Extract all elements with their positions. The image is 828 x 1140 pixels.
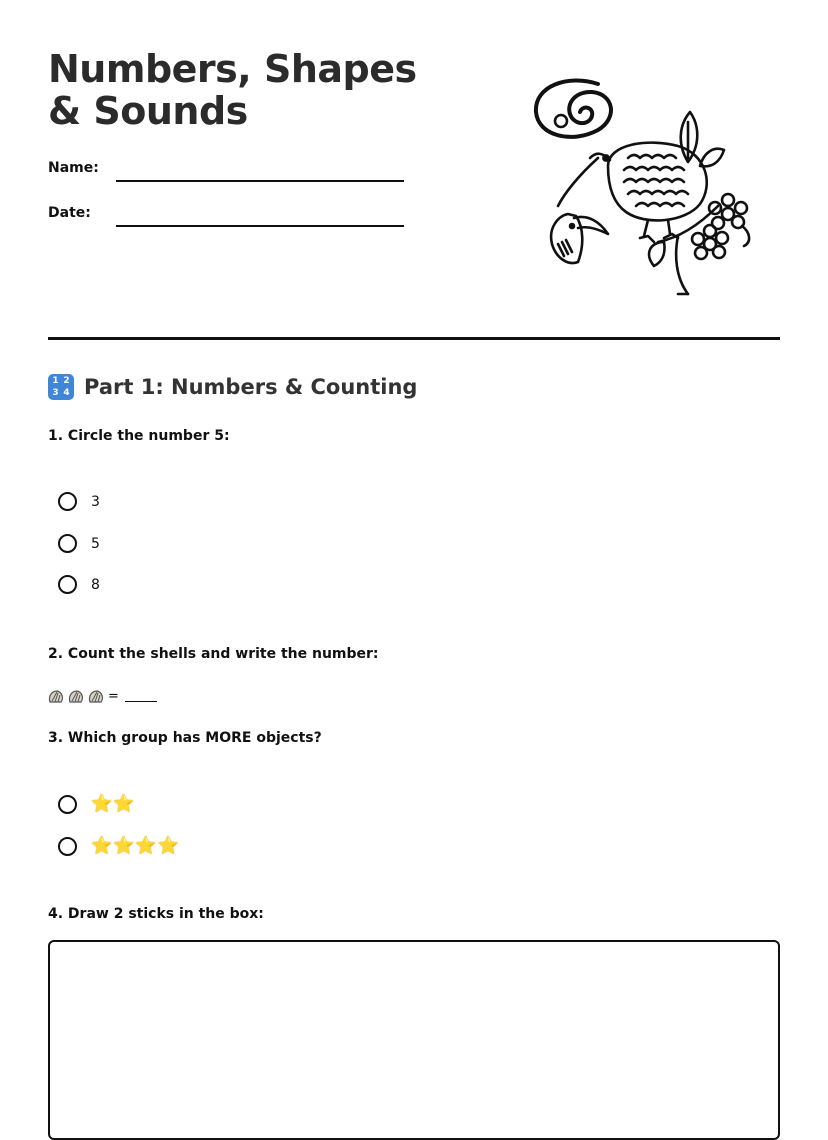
- q1-option-8[interactable]: [58, 575, 100, 594]
- badge-digit: 2: [63, 376, 70, 386]
- badge-digit: 1: [52, 376, 59, 386]
- q1-option-label: 8: [91, 576, 100, 593]
- date-field[interactable]: [116, 225, 404, 227]
- radio-button[interactable]: [58, 575, 77, 594]
- radio-button[interactable]: [58, 492, 77, 511]
- name-field[interactable]: [116, 180, 404, 182]
- star-group: ⭐⭐⭐⭐: [91, 836, 180, 856]
- question-2-label: 2. Count the shells and write the number:: [48, 646, 379, 662]
- shell-icon: [48, 690, 64, 704]
- badge-digit: 4: [63, 388, 70, 398]
- part1-title: Part 1: Numbers & Counting: [84, 375, 418, 399]
- worksheet-title: Numbers, Shapes & Sounds: [48, 47, 417, 133]
- radio-button[interactable]: [58, 795, 77, 814]
- shell-count-row: [48, 689, 157, 704]
- equals-sign: =: [108, 689, 119, 704]
- q3-option-four-stars[interactable]: [58, 836, 180, 856]
- input-numbers-icon: [48, 374, 74, 400]
- q3-option-two-stars[interactable]: [58, 794, 135, 814]
- section-divider: [48, 337, 780, 340]
- q1-option-label: 5: [91, 535, 100, 552]
- question-4-label: 4. Draw 2 sticks in the box:: [48, 906, 264, 922]
- badge-digit: 3: [52, 388, 59, 398]
- q1-option-5[interactable]: [58, 534, 100, 553]
- question-1-label: 1. Circle the number 5:: [48, 428, 230, 444]
- part1-heading: [48, 374, 417, 400]
- question-3-label: 3. Which group has MORE objects?: [48, 730, 322, 746]
- star-group: ⭐⭐: [91, 794, 136, 814]
- shell-icon: [88, 690, 104, 704]
- kiwi-bird-illustration: [528, 66, 768, 302]
- name-label: Name:: [48, 160, 99, 176]
- radio-button[interactable]: [58, 534, 77, 553]
- q1-option-label: 3: [91, 493, 100, 510]
- date-label: Date:: [48, 205, 91, 221]
- radio-button[interactable]: [58, 837, 77, 856]
- q1-option-3[interactable]: [58, 492, 100, 511]
- shell-answer-blank[interactable]: [125, 691, 157, 702]
- shell-icon: [68, 690, 84, 704]
- drawing-box[interactable]: [48, 940, 780, 1140]
